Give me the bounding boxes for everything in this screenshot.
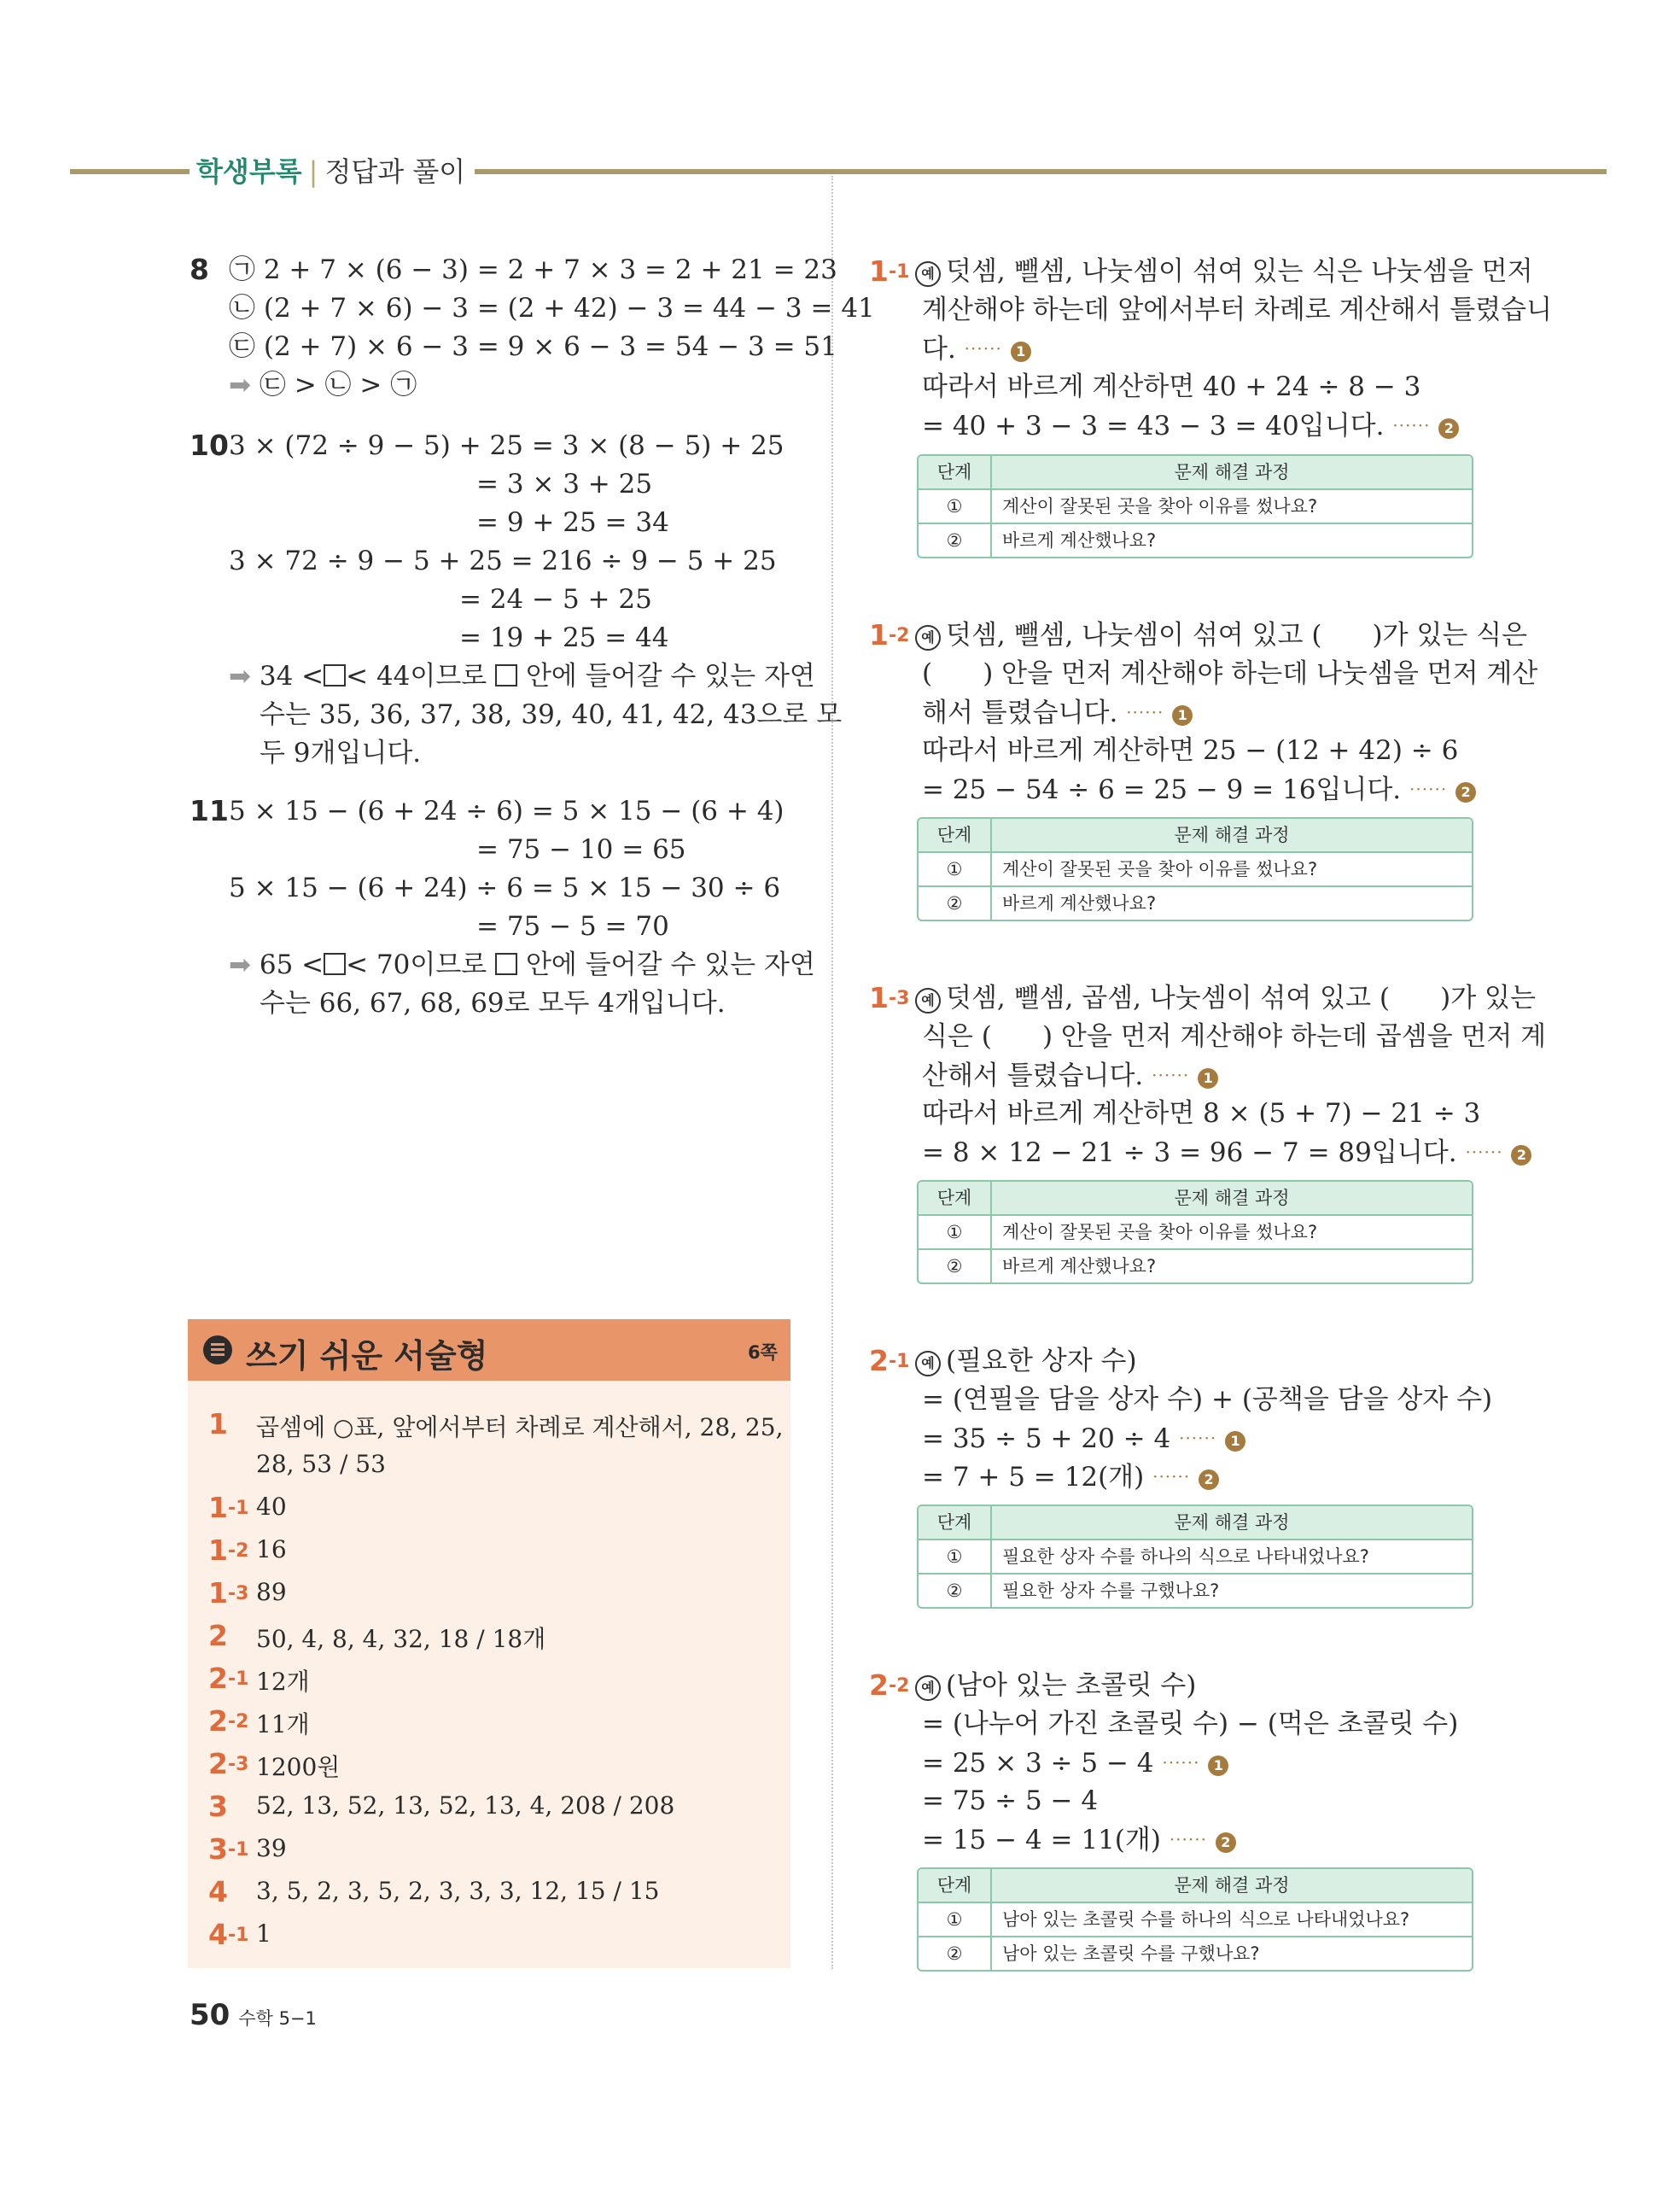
- problem-number: 1: [869, 981, 889, 1014]
- answer-text: 50, 4, 8, 4, 32, 18 / 18개: [256, 1625, 546, 1653]
- line-text: = 15 − 4 = 11(개): [922, 1825, 1161, 1855]
- problem-10-line: = 3 × 3 + 25: [476, 469, 653, 500]
- rubric-criterion: 계산이 잘못된 곳을 찾아 이유를 썼나요?: [1002, 496, 1318, 517]
- rubric-step-mark: ②: [919, 1937, 992, 1970]
- rubric-criterion: 필요한 상자 수를 구했나요?: [1002, 1580, 1220, 1601]
- step-marker: [1143, 1060, 1218, 1091]
- problem-10-line: = 9 + 25 = 34: [476, 507, 669, 538]
- dots-leader: ······: [1152, 1466, 1191, 1487]
- conclusion-text: 안에 들어갈 수 있는 자연: [525, 949, 815, 980]
- step-2-icon: 2: [1438, 418, 1459, 439]
- problem-11-line: = 75 − 5 = 70: [476, 911, 669, 942]
- arrow-icon: ➡: [229, 949, 251, 980]
- rubric-step-mark: ②: [919, 524, 992, 557]
- problem-p1_3-line: [915, 979, 1536, 1017]
- rubric-header: [919, 456, 1472, 488]
- list-icon: [203, 1335, 232, 1364]
- rubric-header: [919, 819, 1472, 851]
- problem-suffix: -1: [888, 261, 910, 283]
- problem-suffix: -3: [888, 988, 910, 1009]
- line-text: = (연필을 담을 상자 수) + (공책을 담을 상자 수): [922, 1384, 1493, 1415]
- problem-10-number: 10: [190, 429, 229, 462]
- problem-8-line: ㉡ (2 + 7 × 6) − 3 = (2 + 42) − 3 = 44 − 3 = 41: [229, 293, 875, 324]
- answer-label-suffix: -1: [227, 1668, 249, 1690]
- problem-p1_3-number: [869, 981, 909, 1014]
- rubric-step-mark: ①: [919, 1540, 992, 1573]
- rubric-row: [919, 1539, 1472, 1573]
- line-text: 식은 ( ) 안을 먼저 계산해야 하는데 곱셈을 먼저 계: [922, 1021, 1547, 1052]
- problem-suffix: -2: [888, 625, 910, 646]
- answer-label-suffix: -2: [227, 1711, 249, 1732]
- problem-p2_1-line: [922, 1458, 1219, 1496]
- answer-label-number: 2: [208, 1704, 228, 1738]
- answer-label-number: 1: [208, 1491, 228, 1524]
- answer-label-suffix: -1: [227, 1839, 249, 1861]
- line-text: = 75 ÷ 5 − 4: [922, 1785, 1099, 1816]
- problem-p2_1-line: [922, 1419, 1245, 1458]
- problem-number: 2: [869, 1668, 889, 1702]
- rubric-header-process: 문제 해결 과정: [1174, 825, 1290, 845]
- step-1-icon: 1: [1011, 342, 1031, 362]
- rubric-table: [917, 454, 1473, 558]
- answer-label: [208, 1790, 228, 1823]
- step-1-icon: 1: [1198, 1068, 1218, 1089]
- problem-p1_2-line: [922, 655, 1537, 692]
- problem-p1_3-line: [922, 1018, 1546, 1055]
- problem-p2_1-line: [922, 1381, 1492, 1418]
- dots-leader: ······: [1126, 702, 1164, 722]
- step-marker: [1384, 411, 1459, 441]
- rubric-table: [917, 817, 1473, 921]
- problem-10-conclusion: [229, 657, 815, 695]
- header-subtitle: 정답과 풀이: [324, 155, 466, 188]
- rubric-criterion: 남아 있는 초콜릿 수를 하나의 식으로 나타내었나요?: [1002, 1909, 1410, 1930]
- problem-p1_2-line: [922, 770, 1476, 809]
- problem-10-line: = 24 − 5 + 25: [459, 584, 652, 615]
- answer-label-suffix: -2: [227, 1540, 249, 1562]
- line-text: (필요한 상자 수): [946, 1346, 1137, 1376]
- rubric-step-mark: ①: [919, 490, 992, 523]
- problem-10-line: 3 × (72 ÷ 9 − 5) + 25 = 3 × (8 − 5) + 25: [229, 430, 785, 461]
- line-text: 계산해야 하는데 앞에서부터 차례로 계산해서 틀렸습니: [922, 295, 1553, 325]
- answer-label-number: 2: [208, 1747, 228, 1780]
- header-separator: |: [308, 155, 318, 188]
- rubric-table: [917, 1867, 1473, 1972]
- rubric-criterion: 바르게 계산했나요?: [1002, 530, 1157, 551]
- problem-p2_2-line: [922, 1744, 1228, 1782]
- step-marker: [1401, 774, 1476, 805]
- conclusion-text: 65 <: [259, 949, 324, 980]
- problem-8-result: ㉢ > ㉡ > ㉠: [259, 370, 417, 400]
- answer-box-title: 쓰기 쉬운 서술형: [246, 1337, 488, 1375]
- answer-label-number: 4: [208, 1875, 228, 1908]
- rubric-header: [919, 1182, 1472, 1214]
- answer-text: 40: [256, 1493, 287, 1521]
- problem-p1_3-line: [922, 1056, 1218, 1095]
- problem-10-line: 3 × 72 ÷ 9 − 5 + 25 = 216 ÷ 9 − 5 + 25: [229, 546, 777, 576]
- header-title: [196, 150, 465, 190]
- blank-box-icon: [324, 953, 346, 975]
- rubric-row: [919, 1902, 1472, 1936]
- line-text: 산해서 틀렸습니다.: [922, 1060, 1144, 1091]
- answer-label: [208, 1832, 248, 1866]
- answer-text: 28, 53 / 53: [256, 1450, 386, 1478]
- page-number: 50: [190, 1998, 230, 2032]
- problem-p2_2-line: [922, 1782, 1098, 1820]
- step-1-icon: 1: [1172, 705, 1193, 726]
- answer-label: [208, 1619, 228, 1652]
- answer-label: [208, 1576, 248, 1610]
- problem-8-conclusion: [229, 366, 417, 404]
- line-text: 다.: [922, 334, 956, 365]
- problem-8-line: ㉢ (2 + 7) × 6 − 3 = 9 × 6 − 3 = 54 − 3 = 51: [229, 331, 837, 362]
- blank-box-icon: [495, 664, 517, 687]
- conclusion-text: < 44이므로: [346, 661, 487, 692]
- rubric-row: [919, 488, 1472, 523]
- rubric-header-process: 문제 해결 과정: [1174, 462, 1290, 482]
- problem-p2_1-line: [915, 1342, 1137, 1380]
- problem-11-conclusion-cont: 수는 66, 67, 68, 69로 모두 4개입니다.: [260, 988, 726, 1019]
- rubric-table: [917, 1504, 1473, 1609]
- page-footer: [190, 1998, 317, 2032]
- answer-label-number: 3: [208, 1832, 228, 1866]
- rubric-criterion: 바르게 계산했나요?: [1002, 893, 1157, 914]
- rubric-header-step: 단계: [919, 819, 992, 851]
- dots-leader: ······: [1179, 1428, 1217, 1448]
- example-icon: 예: [915, 1351, 941, 1376]
- line-text: = 8 × 12 − 21 ÷ 3 = 96 − 7 = 89입니다.: [922, 1137, 1457, 1168]
- problem-p1_1-line: [922, 368, 1420, 406]
- line-text: 덧셈, 뺄셈, 나눗셈이 섞여 있는 식은 나눗셈을 먼저: [946, 256, 1533, 287]
- blank-box-icon: [495, 953, 517, 975]
- answer-label: [208, 1407, 228, 1440]
- example-icon: 예: [915, 261, 941, 287]
- step-marker: [1154, 1748, 1229, 1779]
- answer-text: 1200원: [256, 1753, 341, 1781]
- step-2-icon: 2: [1455, 782, 1476, 803]
- dots-leader: ······: [1409, 779, 1448, 799]
- conclusion-text: 안에 들어갈 수 있는 자연: [525, 661, 815, 692]
- header-section: 학생부록: [196, 155, 302, 188]
- line-text: 해서 틀렸습니다.: [922, 698, 1118, 728]
- step-2-icon: 2: [1216, 1832, 1236, 1853]
- answer-text: 52, 13, 52, 13, 52, 13, 4, 208 / 208: [256, 1791, 675, 1820]
- problem-8-line: ㉠ 2 + 7 × (6 − 3) = 2 + 7 × 3 = 2 + 21 = 23: [229, 254, 837, 285]
- problem-p2_2-line: [915, 1667, 1196, 1704]
- example-icon: 예: [915, 625, 941, 651]
- dots-leader: ······: [1465, 1142, 1503, 1162]
- rubric-step-mark: ①: [919, 1216, 992, 1248]
- answer-label-number: 2: [208, 1619, 228, 1652]
- dots-leader: ······: [964, 338, 1002, 359]
- answer-label: [208, 1534, 248, 1567]
- problem-p2_2-number: [869, 1668, 909, 1702]
- problem-11-line: 5 × 15 − (6 + 24) ÷ 6 = 5 × 15 − 30 ÷ 6: [229, 873, 781, 903]
- rubric-criterion: 계산이 잘못된 곳을 찾아 이유를 썼나요?: [1002, 859, 1318, 879]
- line-text: 따라서 바르게 계산하면 8 × (5 + 7) − 21 ÷ 3: [922, 1098, 1481, 1129]
- problem-p2_2-line: [922, 1705, 1458, 1743]
- problem-p1_1-line: [915, 253, 1533, 290]
- step-marker: [1117, 698, 1193, 728]
- line-text: = 35 ÷ 5 + 20 ÷ 4: [922, 1423, 1171, 1454]
- example-icon: 예: [915, 988, 941, 1014]
- step-marker: [1170, 1423, 1245, 1454]
- rubric-criterion: 남아 있는 초콜릿 수를 구했나요?: [1002, 1943, 1260, 1964]
- line-text: 덧셈, 뺄셈, 나눗셈이 섞여 있고 ( )가 있는 식은: [946, 620, 1528, 651]
- rubric-criterion: 바르게 계산했나요?: [1002, 1256, 1157, 1277]
- column-divider: [831, 176, 833, 1969]
- answer-label-number: 1: [208, 1576, 228, 1610]
- problem-suffix: -2: [888, 1675, 910, 1697]
- conclusion-text: 34 <: [259, 661, 324, 692]
- problem-number: 1: [869, 618, 889, 651]
- rubric-header-process: 문제 해결 과정: [1174, 1875, 1290, 1896]
- line-text: ( ) 안을 먼저 계산해야 하는데 나눗셈을 먼저 계산: [922, 658, 1538, 689]
- problem-10-conclusion-cont: 수는 35, 36, 37, 38, 39, 40, 41, 42, 43으로 모: [260, 699, 843, 730]
- dots-leader: ······: [1162, 1752, 1200, 1773]
- rubric-row: [919, 851, 1472, 885]
- answer-text: 12개: [256, 1668, 310, 1696]
- rubric-row: [919, 1573, 1472, 1607]
- answer-label: [208, 1491, 248, 1524]
- problem-8-number: 8: [190, 253, 209, 286]
- problem-number: 1: [869, 254, 889, 288]
- book-title: 수학 5−1: [238, 2008, 317, 2029]
- rubric-row: [919, 523, 1472, 557]
- rubric-header-step: 단계: [919, 456, 992, 488]
- step-marker: [1161, 1825, 1236, 1855]
- answer-label-number: 1: [208, 1534, 228, 1567]
- problem-p1_1-line: [922, 291, 1552, 329]
- line-text: = 25 − 54 ÷ 6 = 25 − 9 = 16입니다.: [922, 774, 1402, 805]
- dots-leader: ······: [1169, 1829, 1207, 1849]
- problem-p1_1-number: [869, 254, 909, 288]
- problem-p1_3-line: [922, 1133, 1531, 1171]
- answer-text: 39: [256, 1834, 287, 1862]
- rubric-header-process: 문제 해결 과정: [1174, 1512, 1290, 1533]
- answer-label-number: 4: [208, 1918, 228, 1951]
- answer-label-suffix: -1: [227, 1925, 249, 1946]
- rubric-step-mark: ①: [919, 1903, 992, 1936]
- line-text: = 7 + 5 = 12(개): [922, 1462, 1145, 1493]
- answer-text: 3, 5, 2, 3, 5, 2, 3, 3, 3, 12, 15 / 15: [256, 1877, 660, 1905]
- rubric-header-step: 단계: [919, 1506, 992, 1539]
- conclusion-text: < 70이므로: [346, 949, 487, 980]
- problem-p1_2-number: [869, 618, 909, 651]
- problem-11-number: 11: [190, 794, 229, 827]
- rubric-header: [919, 1506, 1472, 1539]
- answer-label: [208, 1875, 228, 1908]
- answer-label: [208, 1662, 248, 1695]
- answer-label-number: 3: [208, 1790, 228, 1823]
- answer-label: [208, 1704, 248, 1738]
- rubric-step-mark: ②: [919, 887, 992, 920]
- header-rule-right: [475, 169, 1607, 174]
- problem-p2_2-line: [922, 1820, 1236, 1859]
- problem-p1_1-line: [922, 330, 1031, 368]
- rubric-row: [919, 1214, 1472, 1248]
- step-marker: [1457, 1137, 1532, 1168]
- answer-text: 89: [256, 1578, 287, 1606]
- rubric-row: [919, 885, 1472, 920]
- line-text: 덧셈, 뺄셈, 곱셈, 나눗셈이 섞여 있고 ( )가 있는: [946, 983, 1536, 1014]
- line-text: 따라서 바르게 계산하면 25 − (12 + 42) ÷ 6: [922, 735, 1459, 766]
- answer-text: 1: [256, 1919, 271, 1948]
- answer-label: [208, 1747, 248, 1780]
- blank-box-icon: [324, 664, 346, 687]
- answer-label-number: 1: [208, 1407, 228, 1440]
- rubric-header-step: 단계: [919, 1869, 992, 1902]
- line-text: 따라서 바르게 계산하면 40 + 24 ÷ 8 − 3: [922, 371, 1421, 402]
- answer-text: 16: [256, 1535, 287, 1563]
- problem-p1_2-line: [922, 732, 1458, 769]
- rubric-criterion: 계산이 잘못된 곳을 찾아 이유를 썼나요?: [1002, 1222, 1318, 1242]
- step-1-icon: 1: [1225, 1431, 1245, 1452]
- rubric-step-mark: ②: [919, 1250, 992, 1282]
- rubric-header: [919, 1869, 1472, 1902]
- example-icon: 예: [915, 1675, 941, 1701]
- line-text: (남아 있는 초콜릿 수): [946, 1670, 1197, 1701]
- line-text: = 40 + 3 − 3 = 43 − 3 = 40입니다.: [922, 411, 1385, 441]
- rubric-table: [917, 1180, 1473, 1284]
- answer-text: 곱셈에 ○표, 앞에서부터 차례로 계산해서, 28, 25,: [256, 1413, 784, 1441]
- answer-label-suffix: -3: [227, 1583, 249, 1604]
- problem-suffix: -1: [888, 1351, 910, 1372]
- step-2-icon: 2: [1511, 1145, 1531, 1166]
- answer-label: [208, 1918, 248, 1951]
- dots-leader: ······: [1392, 415, 1431, 435]
- dots-leader: ······: [1152, 1065, 1190, 1085]
- rubric-step-mark: ②: [919, 1575, 992, 1607]
- rubric-header-process: 문제 해결 과정: [1174, 1188, 1290, 1208]
- step-2-icon: 2: [1199, 1469, 1219, 1490]
- problem-number: 2: [869, 1344, 889, 1377]
- problem-11-line: 5 × 15 − (6 + 24 ÷ 6) = 5 × 15 − (6 + 4): [229, 796, 785, 827]
- problem-11-conclusion: [229, 946, 815, 984]
- arrow-icon: ➡: [229, 661, 251, 692]
- problem-11-line: = 75 − 10 = 65: [476, 834, 686, 865]
- arrow-icon: ➡: [229, 370, 251, 400]
- rubric-step-mark: ①: [919, 853, 992, 885]
- step-marker: [956, 334, 1031, 365]
- line-text: = (나누어 가진 초콜릿 수) − (먹은 초콜릿 수): [922, 1709, 1459, 1739]
- rubric-criterion: 필요한 상자 수를 하나의 식으로 나타내었나요?: [1002, 1546, 1369, 1567]
- problem-10-line: = 19 + 25 = 44: [459, 622, 669, 653]
- step-1-icon: 1: [1208, 1756, 1228, 1776]
- problem-p1_2-line: [915, 616, 1527, 654]
- answer-label-suffix: -1: [227, 1498, 249, 1519]
- problem-p1_3-line: [922, 1095, 1480, 1132]
- problem-p1_2-line: [922, 693, 1193, 732]
- answer-label-suffix: -3: [227, 1754, 249, 1775]
- header-rule-left: [70, 169, 190, 174]
- problem-p2_1-number: [869, 1344, 909, 1377]
- problem-p1_1-line: [922, 406, 1459, 445]
- rubric-row: [919, 1248, 1472, 1282]
- line-text: = 25 × 3 ÷ 5 − 4: [922, 1748, 1154, 1779]
- rubric-header-step: 단계: [919, 1182, 992, 1214]
- answer-box-page: 6쪽: [748, 1342, 778, 1363]
- answer-label-number: 2: [208, 1662, 228, 1695]
- problem-10-conclusion-cont: 두 9개입니다.: [260, 738, 422, 768]
- rubric-row: [919, 1936, 1472, 1970]
- answer-text: 11개: [256, 1710, 310, 1738]
- step-marker: [1144, 1462, 1219, 1493]
